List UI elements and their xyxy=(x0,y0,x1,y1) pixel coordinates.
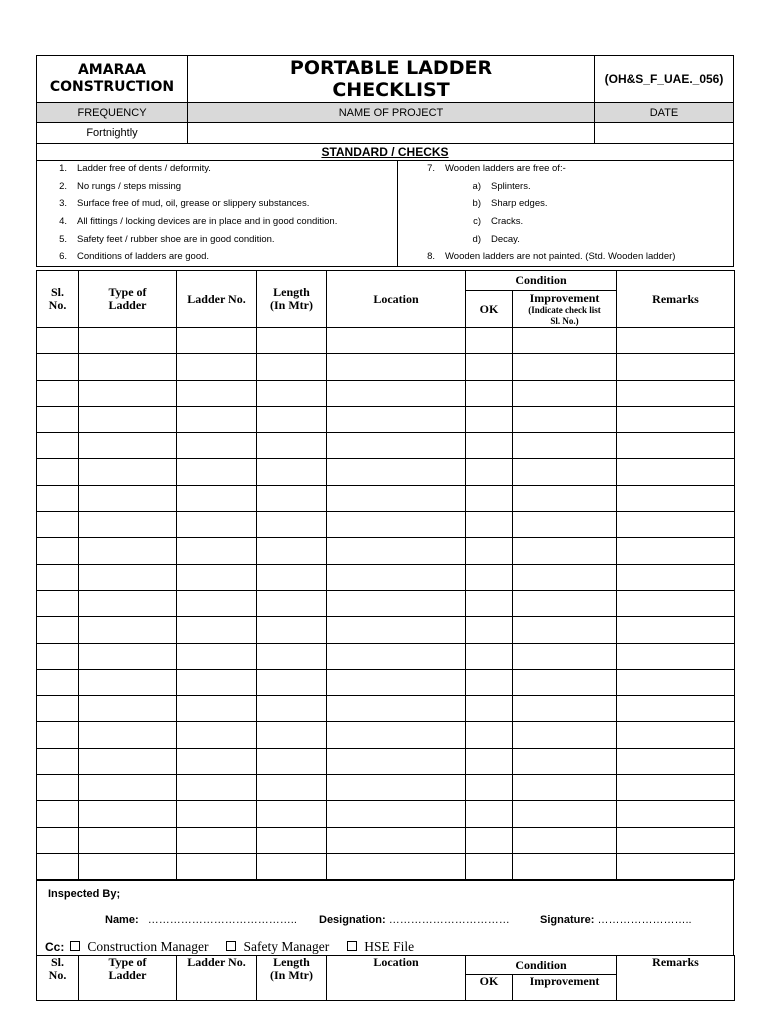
table-cell[interactable] xyxy=(257,669,327,695)
table-cell[interactable] xyxy=(513,853,617,879)
table-cell[interactable] xyxy=(79,775,177,801)
table-cell[interactable] xyxy=(327,801,466,827)
table-cell[interactable] xyxy=(177,827,257,853)
table-cell[interactable] xyxy=(177,406,257,432)
table-cell[interactable] xyxy=(617,775,735,801)
table-cell[interactable] xyxy=(513,354,617,380)
table-cell[interactable] xyxy=(257,433,327,459)
repeated-table-header xyxy=(36,955,735,1001)
header-table xyxy=(36,55,734,144)
inspection-table xyxy=(36,270,735,880)
table-cell[interactable] xyxy=(79,354,177,380)
table-cell[interactable] xyxy=(79,669,177,695)
table-cell[interactable] xyxy=(177,538,257,564)
col-ok: OK xyxy=(466,291,513,328)
col-ladder-no: Ladder No. xyxy=(177,271,257,328)
col-location: Location xyxy=(327,956,466,1001)
check-subitem: a) Splinters. xyxy=(472,181,531,192)
table-cell[interactable] xyxy=(37,775,79,801)
table-cell[interactable] xyxy=(466,801,513,827)
table-cell[interactable] xyxy=(177,617,257,643)
table-cell[interactable] xyxy=(257,485,327,511)
table-cell[interactable] xyxy=(79,643,177,669)
table-cell[interactable] xyxy=(513,722,617,748)
table-cell[interactable] xyxy=(79,564,177,590)
table-cell[interactable] xyxy=(37,643,79,669)
table-row xyxy=(37,512,735,538)
inspection-section xyxy=(36,880,734,955)
table-cell[interactable] xyxy=(617,748,735,774)
table-cell[interactable] xyxy=(257,328,327,354)
table-cell[interactable] xyxy=(37,669,79,695)
table-cell[interactable] xyxy=(79,485,177,511)
col-length: Length (In Mtr) xyxy=(257,271,327,328)
table-cell[interactable] xyxy=(513,827,617,853)
table-cell[interactable] xyxy=(79,696,177,722)
table-row xyxy=(37,801,735,827)
table-cell[interactable] xyxy=(513,433,617,459)
table-cell[interactable] xyxy=(177,328,257,354)
table-cell[interactable] xyxy=(617,643,735,669)
table-cell[interactable] xyxy=(257,853,327,879)
table-cell[interactable] xyxy=(513,696,617,722)
table-cell[interactable] xyxy=(513,459,617,485)
table-cell[interactable] xyxy=(617,696,735,722)
col-remarks: Remarks xyxy=(617,956,735,1001)
company-name: AMARAA CONSTRUCTION xyxy=(37,56,188,103)
col-condition: Condition xyxy=(466,271,617,291)
table-cell[interactable] xyxy=(257,775,327,801)
table-cell[interactable] xyxy=(177,459,257,485)
checkbox-safety-manager[interactable] xyxy=(226,941,236,951)
table-cell[interactable] xyxy=(257,643,327,669)
table-cell[interactable] xyxy=(617,853,735,879)
inspected-by-label: Inspected By; xyxy=(48,888,121,900)
col-type: Type of Ladder xyxy=(79,271,177,328)
table-cell[interactable] xyxy=(37,538,79,564)
table-cell[interactable] xyxy=(177,564,257,590)
table-cell[interactable] xyxy=(617,459,735,485)
table-cell[interactable] xyxy=(79,328,177,354)
table-row xyxy=(37,459,735,485)
table-cell[interactable] xyxy=(37,827,79,853)
table-cell[interactable] xyxy=(513,801,617,827)
col-type: Type of Ladder xyxy=(79,956,177,1001)
table-cell[interactable] xyxy=(327,748,466,774)
table-cell[interactable] xyxy=(37,722,79,748)
table-row xyxy=(37,696,735,722)
check-item: 5. Safety feet / rubber shoe are in good condition. xyxy=(59,234,275,245)
table-row xyxy=(37,748,735,774)
table-cell[interactable] xyxy=(466,748,513,774)
col-condition: Condition xyxy=(466,956,617,975)
table-cell[interactable] xyxy=(466,433,513,459)
table-cell[interactable] xyxy=(79,801,177,827)
table-cell[interactable] xyxy=(37,328,79,354)
col-ladder-no: Ladder No. xyxy=(177,956,257,1001)
table-cell[interactable] xyxy=(617,512,735,538)
checkbox-hse-file[interactable] xyxy=(347,941,357,951)
col-location: Location xyxy=(327,271,466,328)
table-cell[interactable] xyxy=(79,748,177,774)
table-row xyxy=(37,669,735,695)
table-cell[interactable] xyxy=(617,328,735,354)
table-cell[interactable] xyxy=(466,775,513,801)
table-cell[interactable] xyxy=(617,827,735,853)
table-cell[interactable] xyxy=(327,564,466,590)
table-cell[interactable] xyxy=(177,853,257,879)
table-cell[interactable] xyxy=(513,564,617,590)
standard-checks-title: STANDARD / CHECKS xyxy=(321,145,449,159)
table-cell[interactable] xyxy=(79,853,177,879)
table-cell[interactable] xyxy=(37,853,79,879)
table-cell[interactable] xyxy=(257,538,327,564)
table-cell[interactable] xyxy=(37,748,79,774)
table-cell[interactable] xyxy=(513,380,617,406)
table-cell[interactable] xyxy=(513,775,617,801)
table-cell[interactable] xyxy=(513,485,617,511)
table-cell[interactable] xyxy=(79,459,177,485)
table-cell[interactable] xyxy=(466,406,513,432)
table-cell[interactable] xyxy=(327,328,466,354)
table-cell[interactable] xyxy=(617,722,735,748)
table-cell[interactable] xyxy=(79,380,177,406)
table-cell[interactable] xyxy=(617,485,735,511)
check-item: 7. Wooden ladders are free of:- xyxy=(427,163,566,174)
table-cell[interactable] xyxy=(177,696,257,722)
col-improvement: Improvement (Indicate check list Sl. No.) xyxy=(513,291,617,328)
table-cell[interactable] xyxy=(79,512,177,538)
table-cell[interactable] xyxy=(513,512,617,538)
table-cell[interactable] xyxy=(37,380,79,406)
table-cell[interactable] xyxy=(327,459,466,485)
table-cell[interactable] xyxy=(617,538,735,564)
table-cell[interactable] xyxy=(177,354,257,380)
table-cell[interactable] xyxy=(327,696,466,722)
table-cell[interactable] xyxy=(466,512,513,538)
table-cell[interactable] xyxy=(466,485,513,511)
table-cell[interactable] xyxy=(466,827,513,853)
table-cell[interactable] xyxy=(513,748,617,774)
table-cell[interactable] xyxy=(327,485,466,511)
table-cell[interactable] xyxy=(177,380,257,406)
table-cell[interactable] xyxy=(513,643,617,669)
table-cell[interactable] xyxy=(177,512,257,538)
frequency-value: Fortnightly xyxy=(37,123,188,144)
table-cell[interactable] xyxy=(466,617,513,643)
col-sl-no: Sl. No. xyxy=(37,271,79,328)
table-cell[interactable] xyxy=(79,433,177,459)
table-cell[interactable] xyxy=(37,406,79,432)
table-row xyxy=(37,827,735,853)
divider xyxy=(397,160,398,266)
table-cell[interactable] xyxy=(617,617,735,643)
table-cell[interactable] xyxy=(257,406,327,432)
check-subitem: c) Cracks. xyxy=(473,216,524,227)
col-remarks: Remarks xyxy=(617,271,735,328)
table-cell[interactable] xyxy=(257,564,327,590)
table-cell[interactable] xyxy=(617,590,735,616)
check-item: 4. All fittings / locking devices are in place and in good condition. xyxy=(59,216,338,227)
table-row xyxy=(37,406,735,432)
divider xyxy=(37,160,733,161)
table-row xyxy=(37,485,735,511)
table-cell[interactable] xyxy=(257,696,327,722)
table-row xyxy=(37,617,735,643)
table-cell[interactable] xyxy=(617,380,735,406)
table-row xyxy=(37,538,735,564)
table-cell[interactable] xyxy=(327,590,466,616)
table-row xyxy=(37,643,735,669)
table-cell[interactable] xyxy=(466,853,513,879)
table-cell[interactable] xyxy=(177,722,257,748)
date-label: DATE xyxy=(595,103,734,123)
table-cell[interactable] xyxy=(177,485,257,511)
table-cell[interactable] xyxy=(37,485,79,511)
table-cell[interactable] xyxy=(79,827,177,853)
table-cell[interactable] xyxy=(513,617,617,643)
table-cell[interactable] xyxy=(257,827,327,853)
table-cell[interactable] xyxy=(257,512,327,538)
table-row xyxy=(37,722,735,748)
table-row xyxy=(37,354,735,380)
table-cell[interactable] xyxy=(37,617,79,643)
table-cell[interactable] xyxy=(466,538,513,564)
table-row xyxy=(37,775,735,801)
table-cell[interactable] xyxy=(79,590,177,616)
table-cell[interactable] xyxy=(617,564,735,590)
table-cell[interactable] xyxy=(327,775,466,801)
cc-list: Cc: Construction Manager Safety Manager HSE File xyxy=(45,939,415,954)
table-cell[interactable] xyxy=(177,643,257,669)
project-label: NAME OF PROJECT xyxy=(188,103,595,123)
checkbox-construction-manager[interactable] xyxy=(70,941,80,951)
table-cell[interactable] xyxy=(257,380,327,406)
table-cell[interactable] xyxy=(617,801,735,827)
table-cell[interactable] xyxy=(617,354,735,380)
date-field[interactable] xyxy=(595,123,734,144)
frequency-label: FREQUENCY xyxy=(37,103,188,123)
table-cell[interactable] xyxy=(466,564,513,590)
table-cell[interactable] xyxy=(177,669,257,695)
designation-field[interactable]: Designation: …………………………… xyxy=(319,914,510,926)
table-cell[interactable] xyxy=(37,564,79,590)
table-cell[interactable] xyxy=(177,801,257,827)
table-row xyxy=(37,328,735,354)
table-cell[interactable] xyxy=(466,643,513,669)
table-cell[interactable] xyxy=(37,354,79,380)
table-cell[interactable] xyxy=(466,669,513,695)
check-item: 2. No rungs / steps missing xyxy=(59,181,182,192)
table-cell[interactable] xyxy=(466,696,513,722)
col-ok: OK xyxy=(466,975,513,1001)
check-subitem: d) Decay. xyxy=(472,234,520,245)
table-row xyxy=(37,564,735,590)
table-row xyxy=(37,590,735,616)
table-cell[interactable] xyxy=(327,380,466,406)
table-cell[interactable] xyxy=(466,328,513,354)
col-improvement: Improvement xyxy=(513,975,617,1001)
table-cell[interactable] xyxy=(257,722,327,748)
check-item: 6. Conditions of ladders are good. xyxy=(59,251,210,262)
table-cell[interactable] xyxy=(257,748,327,774)
table-cell[interactable] xyxy=(79,406,177,432)
table-cell[interactable] xyxy=(327,669,466,695)
cc-label: Cc: xyxy=(45,940,65,954)
table-cell[interactable] xyxy=(327,406,466,432)
table-cell[interactable] xyxy=(37,696,79,722)
table-cell[interactable] xyxy=(37,801,79,827)
form-number: (OH&S_F_UAE._056) xyxy=(595,56,734,103)
table-cell[interactable] xyxy=(177,433,257,459)
table-cell[interactable] xyxy=(37,459,79,485)
table-cell[interactable] xyxy=(37,433,79,459)
col-length: Length (In Mtr) xyxy=(257,956,327,1001)
table-cell[interactable] xyxy=(617,433,735,459)
table-cell[interactable] xyxy=(177,590,257,616)
table-cell[interactable] xyxy=(513,406,617,432)
table-cell[interactable] xyxy=(327,433,466,459)
table-cell[interactable] xyxy=(466,590,513,616)
table-cell[interactable] xyxy=(327,617,466,643)
signature-field[interactable]: Signature: …………………….. xyxy=(540,914,692,926)
table-cell[interactable] xyxy=(37,590,79,616)
table-row xyxy=(37,433,735,459)
table-cell[interactable] xyxy=(327,722,466,748)
table-cell[interactable] xyxy=(466,354,513,380)
table-cell[interactable] xyxy=(513,669,617,695)
table-cell[interactable] xyxy=(327,853,466,879)
check-item: 8. Wooden ladders are not painted. (Std. Wooden ladder) xyxy=(427,251,676,262)
check-item: 3. Surface free of mud, oil, grease or slippery substances. xyxy=(59,198,310,209)
table-row xyxy=(37,380,735,406)
table-cell[interactable] xyxy=(617,669,735,695)
table-cell[interactable] xyxy=(79,538,177,564)
table-cell[interactable] xyxy=(177,775,257,801)
table-cell[interactable] xyxy=(327,643,466,669)
table-cell[interactable] xyxy=(466,722,513,748)
table-cell[interactable] xyxy=(327,538,466,564)
project-field[interactable] xyxy=(188,123,595,144)
table-cell[interactable] xyxy=(79,617,177,643)
table-cell[interactable] xyxy=(257,617,327,643)
table-cell[interactable] xyxy=(177,748,257,774)
table-cell[interactable] xyxy=(327,512,466,538)
table-row xyxy=(37,853,735,879)
table-cell[interactable] xyxy=(466,380,513,406)
standard-checks xyxy=(36,144,734,267)
table-cell[interactable] xyxy=(37,512,79,538)
page-title: PORTABLE LADDER CHECKLIST xyxy=(188,56,595,103)
check-item: 1. Ladder free of dents / deformity. xyxy=(59,163,211,174)
table-cell[interactable] xyxy=(513,538,617,564)
table-cell[interactable] xyxy=(617,406,735,432)
table-cell[interactable] xyxy=(79,722,177,748)
table-cell[interactable] xyxy=(513,590,617,616)
table-cell[interactable] xyxy=(257,459,327,485)
col-sl-no: Sl. No. xyxy=(37,956,79,1001)
table-cell[interactable] xyxy=(327,354,466,380)
table-cell[interactable] xyxy=(257,590,327,616)
table-cell[interactable] xyxy=(466,459,513,485)
table-cell[interactable] xyxy=(257,801,327,827)
table-cell[interactable] xyxy=(257,354,327,380)
name-field[interactable]: Name: ………………………………….. xyxy=(105,914,297,926)
check-subitem: b) Sharp edges. xyxy=(472,198,548,209)
table-cell[interactable] xyxy=(513,328,617,354)
table-cell[interactable] xyxy=(327,827,466,853)
